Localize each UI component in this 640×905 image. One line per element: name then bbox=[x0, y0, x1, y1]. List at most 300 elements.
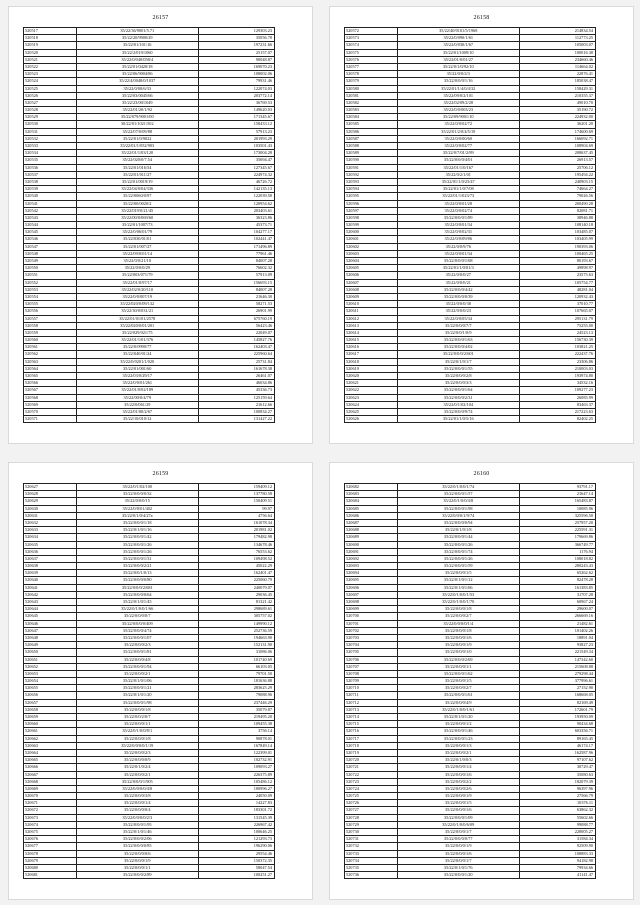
table-row bbox=[24, 150, 274, 157]
table-row bbox=[24, 642, 274, 649]
record-id-cell: 520584 bbox=[345, 114, 398, 120]
table-row bbox=[345, 498, 595, 505]
record-code-cell: 35/22/0/0/0/1/44 bbox=[398, 534, 521, 540]
record-code-cell: 35/22/0/0/0/1/61 bbox=[398, 692, 521, 698]
record-code-cell: 35/22/0/1/0/0/1/61 bbox=[398, 707, 521, 713]
record-code-cell: 35/22/0/0/0/1/31 bbox=[77, 556, 200, 562]
record-id-cell: 520670 bbox=[24, 793, 77, 799]
table-row bbox=[24, 35, 274, 42]
record-id-cell: 520687 bbox=[345, 520, 398, 526]
table-row bbox=[345, 858, 595, 865]
amount-cell: 122074.03 bbox=[253, 85, 272, 91]
record-id-cell: 520621 bbox=[345, 380, 398, 386]
amount-cell: 103501.43 bbox=[253, 143, 272, 148]
table-row bbox=[24, 721, 274, 728]
record-code-cell: 35/22/40/0101/5/1968 bbox=[398, 28, 521, 34]
amount-cell: 214834.54 bbox=[574, 28, 593, 33]
record-id-cell: 520731 bbox=[345, 836, 398, 842]
amount-cell: 29600.07 bbox=[576, 606, 593, 612]
record-code-cell: 35/22/0/0/0/2/89 bbox=[77, 872, 200, 878]
record-code-cell: 35/22/0/0/0/2/601 bbox=[398, 351, 521, 357]
record-id-cell: 520601 bbox=[345, 236, 398, 242]
amount-cell: 112773.25 bbox=[574, 35, 593, 41]
amount-cell: 100834.27 bbox=[253, 408, 272, 414]
record-code-cell: 35/22/01/0/9022 bbox=[77, 136, 200, 142]
record-code-cell: 35/22/0/0/0/2/3 bbox=[77, 642, 200, 648]
record-code-cell: 35/22/0/0/0/1/4 bbox=[77, 800, 200, 806]
table-row bbox=[24, 100, 274, 107]
table-row bbox=[24, 193, 274, 200]
table-row bbox=[345, 685, 595, 692]
record-code-cell: 35/22/0/0/0/1/74 bbox=[398, 549, 521, 555]
record-id-cell: 520655 bbox=[24, 685, 77, 691]
table-row bbox=[24, 409, 274, 416]
record-code-cell: 35/22/0/0/0/2/681 bbox=[77, 585, 200, 591]
record-code-cell: 35/22/0/0/0/1/6 bbox=[398, 772, 521, 778]
record-code-cell: 35/22/0/0/0/1/8 bbox=[77, 736, 200, 742]
record-id-cell: 520678 bbox=[24, 851, 77, 857]
record-id-cell: 520561 bbox=[24, 344, 77, 350]
amount-cell: 49010.70 bbox=[576, 99, 593, 105]
record-code-cell: 35/22/01/20/1/92 bbox=[77, 107, 200, 113]
record-id-cell: 520599 bbox=[345, 222, 398, 228]
record-id-cell: 520651 bbox=[24, 657, 77, 663]
table-row bbox=[345, 707, 595, 714]
record-id-cell: 520683 bbox=[345, 491, 398, 497]
record-code-cell: 35/22/0/0/0/1/20 bbox=[398, 872, 521, 878]
amount-cell: 1176.94 bbox=[579, 548, 593, 554]
table-row bbox=[345, 642, 595, 649]
amount-cell: 109498.52 bbox=[253, 555, 272, 561]
table-row bbox=[345, 42, 595, 49]
amount-cell: 194663.90 bbox=[253, 634, 272, 640]
record-code-cell: 35/22/30/0/031/21 bbox=[77, 308, 200, 314]
record-code-cell: 35/22/079/9001/00 bbox=[77, 114, 200, 120]
record-code-cell: 35/22/23/00/1049 bbox=[77, 100, 200, 106]
amount-cell: 196290.06 bbox=[253, 843, 272, 849]
record-code-cell: 35/22/01/001/60 bbox=[77, 366, 200, 372]
amount-cell: 81321.42 bbox=[255, 599, 272, 604]
record-code-cell: 35/22/01/2/0/4/5/19 bbox=[398, 129, 521, 135]
record-id-cell: 520636 bbox=[24, 549, 77, 555]
amount-cell: 105486.12 bbox=[253, 778, 272, 784]
table-row bbox=[24, 714, 274, 721]
table-row bbox=[24, 800, 274, 807]
record-id-cell: 520609 bbox=[345, 294, 398, 300]
record-code-cell: 35/22/0/0/0/3/3 bbox=[398, 380, 521, 386]
amount-cell: 23575.63 bbox=[576, 272, 593, 278]
table-row bbox=[345, 657, 595, 664]
record-id-cell: 520638 bbox=[24, 563, 77, 569]
amount-cell: 103405.99 bbox=[574, 236, 593, 242]
record-code-cell: 35/22/0/0/0/1/2 bbox=[398, 721, 521, 727]
record-code-cell: 35/22/00/0/4/79 bbox=[77, 395, 200, 401]
table-row bbox=[345, 836, 595, 843]
amount-cell: 200490.28 bbox=[574, 200, 593, 206]
record-id-cell: 520694 bbox=[345, 570, 398, 576]
amount-cell: 100646.25 bbox=[253, 829, 272, 834]
amount-cell: 234660.46 bbox=[574, 56, 593, 62]
record-code-cell: 35/22/0/0/00/60 bbox=[398, 136, 521, 142]
record-id-cell: 520564 bbox=[24, 366, 77, 372]
record-code-cell: 35/22/020/0/01/201 bbox=[77, 323, 200, 329]
table-row bbox=[345, 692, 595, 699]
table-row bbox=[345, 402, 595, 409]
record-id-cell: 520664 bbox=[24, 750, 77, 756]
amount-cell: 173004.28 bbox=[253, 150, 272, 156]
table-row bbox=[345, 337, 595, 344]
record-id-cell: 520734 bbox=[345, 858, 398, 864]
record-id-cell: 520652 bbox=[24, 664, 77, 670]
record-code-cell: 35/22/0/0/0/1/26 bbox=[398, 556, 521, 562]
record-code-cell: 35/22/0/1/0/0/3 bbox=[398, 757, 521, 763]
table-row bbox=[345, 201, 595, 208]
amount-cell: 156693.15 bbox=[253, 279, 272, 285]
amount-cell: 105754.77 bbox=[574, 279, 593, 285]
record-id-cell: 520616 bbox=[345, 344, 398, 350]
amount-cell: 27566.79 bbox=[576, 793, 593, 799]
record-code-cell: 35/22/0/0/0/2/7 bbox=[398, 613, 521, 619]
record-code-cell: 35/22/0/1/0/0/1/53 bbox=[398, 592, 521, 598]
amount-cell: 82169.49 bbox=[576, 699, 593, 705]
record-code-cell: 35/22/0/1/0/1/66 bbox=[398, 585, 521, 591]
record-id-cell: 520547 bbox=[24, 244, 77, 250]
record-id-cell: 520697 bbox=[345, 592, 398, 598]
table-row bbox=[345, 757, 595, 764]
record-id-cell: 520552 bbox=[24, 280, 77, 286]
record-id-cell: 520722 bbox=[345, 772, 398, 778]
amount-cell: 100465.25 bbox=[574, 250, 593, 256]
table-row bbox=[345, 851, 595, 858]
amount-cell: 108018.82 bbox=[574, 555, 593, 561]
record-code-cell: 35/22/0/0/0/1/59 bbox=[398, 563, 521, 569]
record-id-cell: 520632 bbox=[24, 520, 77, 526]
record-id-cell: 520542 bbox=[24, 208, 77, 214]
amount-cell: 156730.39 bbox=[574, 337, 593, 343]
table-row bbox=[24, 71, 274, 78]
table-row bbox=[345, 721, 595, 728]
amount-cell: 45373.71 bbox=[255, 222, 272, 228]
record-id-cell: 520696 bbox=[345, 585, 398, 591]
amount-cell: 228005.27 bbox=[574, 829, 593, 834]
record-code-cell: 35/22/0/0/0/0/1/19 bbox=[77, 743, 200, 749]
table-row bbox=[345, 606, 595, 613]
record-id-cell: 520639 bbox=[24, 570, 77, 576]
record-code-cell: 35/22/0/0/09/86 bbox=[398, 236, 521, 242]
table-row bbox=[345, 157, 595, 164]
table-row bbox=[345, 179, 595, 186]
amount-cell: 23306.86 bbox=[576, 358, 593, 364]
table-row bbox=[345, 793, 595, 800]
record-code-cell: 35/22/01/0420/18 bbox=[77, 64, 200, 70]
amount-cell: 79931.46 bbox=[255, 78, 272, 84]
record-code-cell: 35/22/01/0019/19 bbox=[77, 179, 200, 185]
table-row bbox=[24, 534, 274, 541]
record-code-cell: 35/22/0/0/0/4/8 bbox=[77, 657, 200, 663]
record-id-cell: 520661 bbox=[24, 728, 77, 734]
record-id-cell: 520536 bbox=[24, 165, 77, 171]
amount-cell: 58271.53 bbox=[255, 301, 272, 307]
record-id-cell: 520549 bbox=[24, 258, 77, 264]
record-code-cell: 35/22/0/0/0/0/77 bbox=[398, 836, 521, 842]
table-row bbox=[345, 743, 595, 750]
record-id-cell: 520735 bbox=[345, 865, 398, 871]
amount-cell: 25706.12 bbox=[576, 164, 593, 170]
amount-cell: 142135.13 bbox=[253, 186, 272, 192]
amount-cell: 99088.77 bbox=[576, 821, 593, 827]
record-code-cell: 35/22/0/0/0/1/95 bbox=[77, 822, 200, 828]
record-code-cell: 35/22/04/0/04/336 bbox=[77, 186, 200, 192]
amount-cell: 103485.07 bbox=[574, 229, 593, 235]
record-id-cell: 520585 bbox=[345, 121, 398, 127]
record-id-cell: 520570 bbox=[24, 409, 77, 415]
amount-cell: 56423.46 bbox=[255, 322, 272, 328]
amount-cell: 149620.03 bbox=[253, 107, 272, 113]
record-id-cell: 520537 bbox=[24, 172, 77, 178]
record-code-cell: 35/22/0/1/0/1/45 bbox=[77, 599, 200, 605]
table-row bbox=[24, 157, 274, 164]
record-id-cell: 520517 bbox=[24, 28, 77, 34]
table-row bbox=[24, 222, 274, 229]
amount-cell: 108904.69 bbox=[574, 143, 593, 148]
record-id-cell: 520713 bbox=[345, 707, 398, 713]
record-code-cell: 35/22/0/0/0/1/3 bbox=[398, 743, 521, 749]
table-row bbox=[24, 244, 274, 251]
amount-cell: 21647.14 bbox=[576, 491, 593, 497]
record-code-cell: 35/22/0/0/0/1/4 bbox=[398, 764, 521, 770]
amount-cell: 92509.90 bbox=[576, 843, 593, 849]
table-row bbox=[345, 807, 595, 814]
table-row bbox=[24, 402, 274, 409]
records-table bbox=[344, 483, 596, 879]
table-row bbox=[24, 793, 274, 800]
amount-cell: 82402.25 bbox=[576, 416, 593, 422]
amount-cell: 103821.25 bbox=[574, 344, 593, 350]
amount-cell: 145827.76 bbox=[253, 337, 272, 343]
record-id-cell: 520673 bbox=[24, 815, 77, 821]
amount-cell: 76602.32 bbox=[255, 265, 272, 271]
record-code-cell: 35/22/0/0/0/0/64 bbox=[77, 592, 200, 598]
record-id-cell: 520545 bbox=[24, 229, 77, 235]
amount-cell: 162401.47 bbox=[253, 570, 272, 576]
record-id-cell: 520718 bbox=[345, 743, 398, 749]
table-row bbox=[345, 513, 595, 520]
amount-cell: 35080.63 bbox=[576, 771, 593, 777]
amount-cell: 45336.73 bbox=[255, 387, 272, 393]
amount-cell: 150372.35 bbox=[253, 857, 272, 863]
table-row bbox=[345, 330, 595, 337]
record-id-cell: 520723 bbox=[345, 779, 398, 785]
record-code-cell: 35/22/01/011/27 bbox=[77, 172, 200, 178]
table-row bbox=[345, 628, 595, 635]
record-code-cell: 35/22/0/0/0/1/5 bbox=[398, 678, 521, 684]
record-id-cell: 520692 bbox=[345, 556, 398, 562]
record-code-cell: 35/22/01/007/27 bbox=[77, 244, 200, 250]
record-code-cell: 35/22/0/0/0/0/85 bbox=[77, 843, 200, 849]
amount-cell: 22049.07 bbox=[255, 329, 272, 335]
table-row bbox=[24, 685, 274, 692]
record-id-cell: 520603 bbox=[345, 251, 398, 257]
record-code-cell: 35/22/0/0/01/34 bbox=[398, 251, 521, 257]
amount-cell: 109455.38 bbox=[253, 721, 272, 727]
record-code-cell: 35/22/0/0/0/0/6 bbox=[77, 851, 200, 857]
record-id-cell: 520721 bbox=[345, 764, 398, 770]
record-code-cell: 35/22/0/0/1/0/9 bbox=[398, 330, 521, 336]
amount-cell: 226375.89 bbox=[253, 771, 272, 777]
record-code-cell: 35/22/0/0/0/4/42 bbox=[398, 287, 521, 293]
record-code-cell: 35/22/0/1/0/1/12 bbox=[398, 577, 521, 583]
amount-cell: 295131.79 bbox=[574, 315, 593, 321]
document-page-3 bbox=[8, 462, 313, 900]
record-id-cell: 520530 bbox=[24, 121, 77, 127]
record-id-cell: 520708 bbox=[345, 671, 398, 677]
record-code-cell: 35/22/0/0/0/1/9 bbox=[398, 843, 521, 849]
record-code-cell: 35/22/0/0/0/1/55 bbox=[398, 366, 521, 372]
table-row bbox=[24, 308, 274, 315]
record-code-cell: 35/22/0/0/0/4/9 bbox=[398, 700, 521, 706]
amount-cell: 27152.90 bbox=[576, 685, 593, 691]
amount-cell: 161678.38 bbox=[253, 365, 272, 371]
table-row bbox=[24, 42, 274, 49]
table-row bbox=[345, 323, 595, 330]
amount-cell: 41141.47 bbox=[577, 872, 593, 878]
record-code-cell: 35/22/09/0/01/14 bbox=[77, 251, 200, 257]
record-id-cell: 520614 bbox=[345, 330, 398, 336]
record-code-cell: 35/22/0/0/0/1/42 bbox=[77, 534, 200, 540]
amount-cell: 280243.43 bbox=[574, 563, 593, 569]
record-id-cell: 520647 bbox=[24, 628, 77, 634]
record-code-cell: 35/22/0/0/0/3/8 bbox=[77, 793, 200, 799]
record-id-cell: 520707 bbox=[345, 664, 398, 670]
table-row bbox=[345, 520, 595, 527]
record-id-cell: 520551 bbox=[24, 272, 77, 278]
record-code-cell: 35/22/01/1/0/7/08 bbox=[398, 186, 521, 192]
record-code-cell: 35/22/0/1/0/1/76 bbox=[398, 865, 521, 871]
record-id-cell: 520671 bbox=[24, 800, 77, 806]
record-code-cell: 35/22/01/0/97/17 bbox=[77, 280, 200, 286]
record-code-cell: 35/22/4/0048/0/1037 bbox=[77, 78, 200, 84]
table-row bbox=[24, 323, 274, 330]
record-code-cell: 35/22/0/06/01/79 bbox=[77, 229, 200, 235]
table-row bbox=[345, 143, 595, 150]
record-id-cell: 520548 bbox=[24, 251, 77, 257]
amount-cell: 82081.71 bbox=[576, 207, 593, 213]
record-code-cell: 35/22/0/0/0/1/5 bbox=[398, 570, 521, 576]
amount-cell: 25157.07 bbox=[255, 49, 272, 55]
record-code-cell: 35/22/0/0/0/38 bbox=[398, 301, 521, 307]
record-id-cell: 520631 bbox=[24, 513, 77, 519]
record-id-cell: 520736 bbox=[345, 872, 398, 878]
record-id-cell: 520669 bbox=[24, 786, 77, 792]
table-row bbox=[24, 779, 274, 786]
record-code-cell: 35/22/0/0/0/2/69 bbox=[398, 657, 521, 663]
record-id-cell: 520589 bbox=[345, 150, 398, 156]
record-code-cell: 35/22/0/0/0/2/3 bbox=[77, 750, 200, 756]
record-id-cell: 520558 bbox=[24, 323, 77, 329]
table-row bbox=[24, 373, 274, 380]
table-row bbox=[24, 599, 274, 606]
table-row bbox=[24, 93, 274, 100]
record-id-cell: 520667 bbox=[24, 772, 77, 778]
record-id-cell: 520595 bbox=[345, 193, 398, 199]
record-code-cell: 35/22/0/1/0/1/16 bbox=[77, 527, 200, 533]
record-code-cell: 35/22/0/1/02/104 bbox=[398, 402, 521, 408]
record-code-cell: 35/22/0/1/0/1/20 bbox=[77, 692, 200, 698]
record-id-cell: 520581 bbox=[345, 93, 398, 99]
table-row bbox=[345, 736, 595, 743]
amount-cell: 131427.22 bbox=[253, 416, 272, 422]
amount-cell: 122039.58 bbox=[253, 193, 272, 199]
amount-cell: 36201.20 bbox=[576, 121, 593, 127]
record-id-cell: 520684 bbox=[345, 498, 398, 504]
record-id-cell: 520534 bbox=[24, 150, 77, 156]
table-row bbox=[24, 366, 274, 373]
record-id-cell: 520597 bbox=[345, 208, 398, 214]
table-row bbox=[345, 829, 595, 836]
record-id-cell: 520615 bbox=[345, 337, 398, 343]
table-row bbox=[24, 294, 274, 301]
amount-cell: 158429.31 bbox=[574, 85, 593, 91]
table-row bbox=[345, 215, 595, 222]
record-id-cell: 520637 bbox=[24, 556, 77, 562]
table-row bbox=[24, 316, 274, 323]
record-id-cell: 520544 bbox=[24, 222, 77, 228]
record-code-cell: 35/22/020/0/09/132 bbox=[77, 301, 200, 307]
record-code-cell: 35/22/09/9001/10 bbox=[398, 114, 521, 120]
record-id-cell: 520617 bbox=[345, 351, 398, 357]
table-row bbox=[345, 678, 595, 685]
table-row bbox=[345, 822, 595, 829]
table-row bbox=[345, 843, 595, 850]
record-code-cell: 35/22/00/0020/2 bbox=[77, 201, 200, 207]
record-id-cell: 520656 bbox=[24, 692, 77, 698]
record-id-cell: 520654 bbox=[24, 678, 77, 684]
table-row bbox=[345, 728, 595, 735]
record-code-cell: 35/22/0/0/0/1/1 bbox=[77, 721, 200, 727]
record-code-cell: 35/22/00/0/069/60 bbox=[77, 215, 200, 221]
table-row bbox=[24, 50, 274, 57]
table-row bbox=[345, 258, 595, 265]
table-row bbox=[345, 222, 595, 229]
record-id-cell: 520660 bbox=[24, 721, 77, 727]
record-code-cell: 35/22/0/0/003/23 bbox=[398, 107, 521, 113]
table-row bbox=[24, 592, 274, 599]
table-row bbox=[24, 229, 274, 236]
table-row bbox=[24, 215, 274, 222]
table-row bbox=[24, 64, 274, 71]
record-code-cell: 35/22/01/1/03/120 bbox=[77, 150, 200, 156]
table-row bbox=[24, 700, 274, 707]
record-id-cell: 520691 bbox=[345, 549, 398, 555]
record-id-cell: 520619 bbox=[345, 366, 398, 372]
table-row bbox=[345, 527, 595, 534]
record-code-cell: 35/22/0/0/0/1/98 bbox=[77, 700, 200, 706]
table-row bbox=[24, 387, 274, 394]
table-row bbox=[345, 664, 595, 671]
table-row bbox=[24, 186, 274, 193]
record-id-cell: 520622 bbox=[345, 387, 398, 393]
amount-cell: 60967.24 bbox=[576, 599, 593, 604]
amount-cell: 219495.20 bbox=[253, 714, 272, 719]
record-id-cell: 520653 bbox=[24, 671, 77, 677]
record-code-cell: 35/22/0/0/0/0/4 bbox=[77, 807, 200, 813]
amount-cell: 30729.47 bbox=[576, 764, 593, 770]
record-code-cell: 35/22/0/0/01/402 bbox=[77, 506, 200, 512]
records-table bbox=[23, 27, 275, 423]
record-code-cell: 35/22/0/0/0/0/9 bbox=[77, 757, 200, 763]
table-row bbox=[24, 836, 274, 843]
amount-cell: 74664.27 bbox=[576, 186, 593, 192]
